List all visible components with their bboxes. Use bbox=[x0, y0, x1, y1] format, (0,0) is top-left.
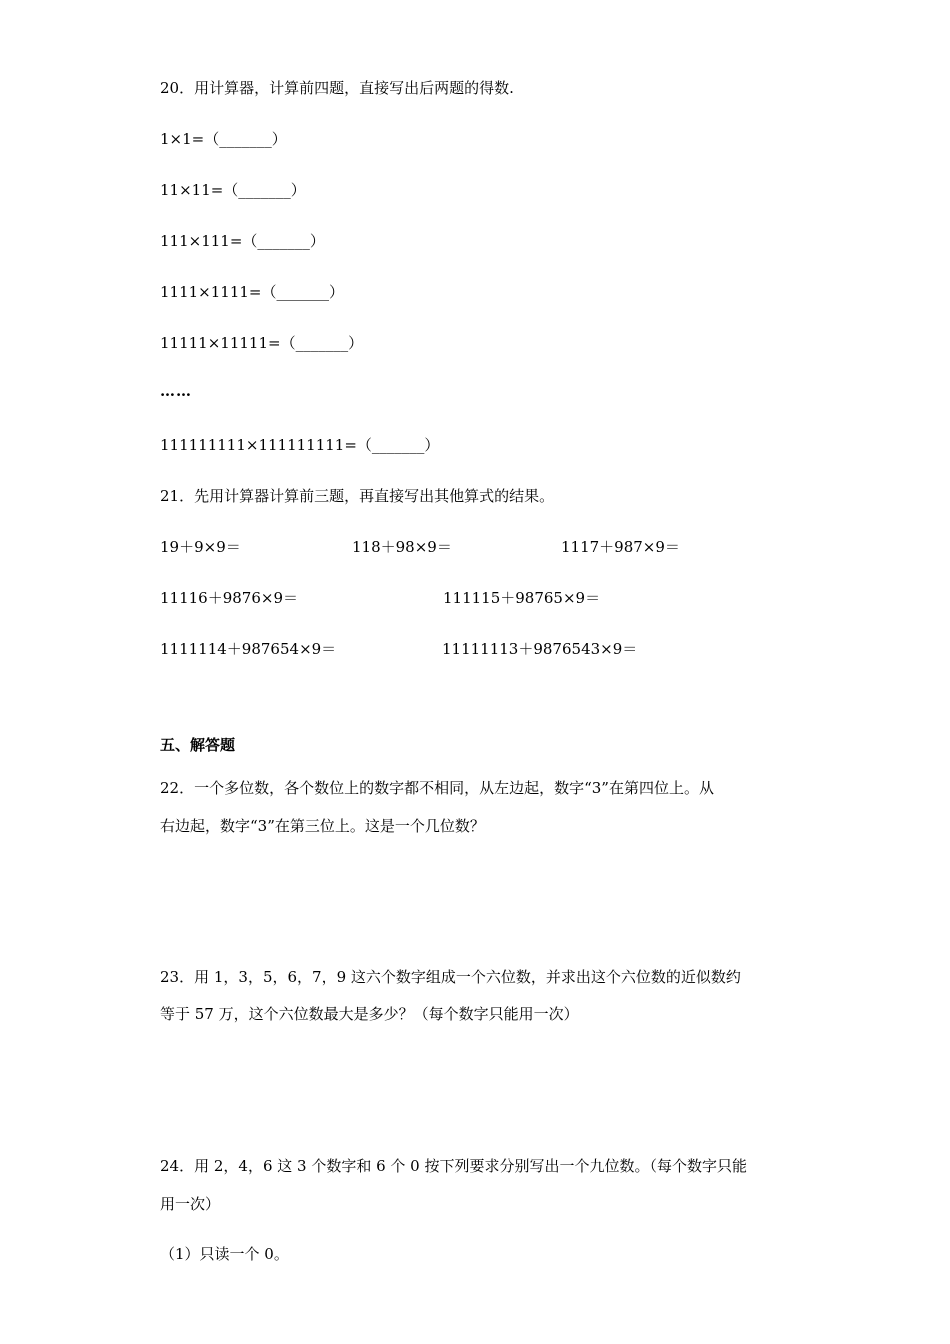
q21-expr-2: 118＋98×9＝ bbox=[352, 538, 452, 556]
q24-subquestion-1: （1）只读一个 0。 bbox=[160, 1245, 289, 1263]
q20-line-2: 11×11=（_______） bbox=[160, 181, 306, 199]
q21-expr-7: 11111113＋9876543×9＝ bbox=[442, 640, 638, 658]
q21-expr-6: 1111114＋987654×9＝ bbox=[160, 640, 337, 658]
q24-line-1: 24．用 2，4，6 这 3 个数字和 6 个 0 按下列要求分别写出一个九位数。（每个数字只能 bbox=[160, 1157, 747, 1175]
q22-line-1: 22．一个多位数，各个数位上的数字都不相同，从左边起，数字“3”在第四位上。从 bbox=[160, 779, 714, 797]
q20-ellipsis: …… bbox=[160, 382, 192, 400]
q21-expr-5: 111115＋98765×9＝ bbox=[443, 589, 601, 607]
q23-line-1: 23．用 1，3，5，6，7，9 这六个数字组成一个六位数，并求出这个六位数的近似数约 bbox=[160, 968, 741, 986]
q20-line-4: 1111×1111=（_______） bbox=[160, 283, 344, 301]
q21-expr-1: 19＋9×9＝ bbox=[160, 538, 241, 556]
q20-line-5: 11111×11111=（_______） bbox=[160, 334, 364, 352]
q20-line-3: 111×111=（_______） bbox=[160, 232, 325, 250]
q24-line-2: 用一次） bbox=[160, 1195, 221, 1213]
q21-stem: 21．先用计算器计算前三题，再直接写出其他算式的结果。 bbox=[160, 487, 555, 505]
section-heading: 五、解答题 bbox=[160, 736, 236, 754]
q23-line-2: 等于 57 万，这个六位数最大是多少？（每个数字只能用一次） bbox=[160, 1005, 579, 1023]
q20-line-1: 1×1=（_______） bbox=[160, 130, 287, 148]
q21-expr-3: 1117＋987×9＝ bbox=[561, 538, 680, 556]
q20-stem: 20．用计算器，计算前四题，直接写出后两题的得数. bbox=[160, 79, 514, 97]
q21-expr-4: 11116＋9876×9＝ bbox=[160, 589, 299, 607]
q22-line-2: 右边起，数字“3”在第三位上。这是一个几位数？ bbox=[160, 817, 485, 835]
q20-last-line: 111111111×111111111=（_______） bbox=[160, 436, 440, 454]
